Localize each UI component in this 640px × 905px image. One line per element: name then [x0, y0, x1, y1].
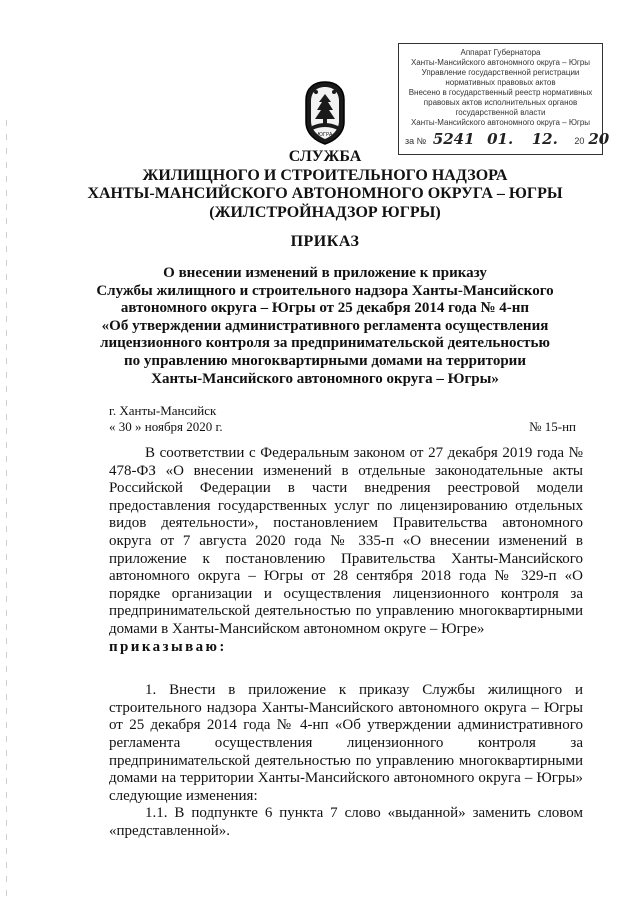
stamp-reg-number: 5241: [432, 130, 475, 148]
org-line: ХАНТЫ-МАНСИЙСКОГО АВТОНОМНОГО ОКРУГА – ЮГРЫ: [87, 185, 563, 202]
subject-line: Ханты-Мансийского автономного округа – Югры»: [151, 370, 499, 387]
subject-line: по управлению многоквартирными домами на территории: [124, 352, 526, 369]
stamp-line: правовых актов исполнительных органов: [423, 98, 578, 107]
stamp-line: Внесено в государственный реестр нормативных: [408, 88, 593, 97]
order-subject: [95, 265, 555, 388]
item-1-1-paragraph: 1.1. В подпункте 6 пункта 7 слово «выданной» заменить словом «представленной».: [109, 805, 583, 839]
subject-line: Службы жилищного и строительного надзора Ханты-Мансийского: [96, 282, 554, 299]
document-body: [109, 445, 583, 840]
stamp-reg-month: 12.: [531, 130, 558, 148]
stamp-line: Ханты-Мансийского автономного округа – Югры: [410, 118, 591, 127]
stamp-line: нормативных правовых актов: [445, 78, 556, 87]
stamp-line: Ханты-Мансийского автономного округа – Югры: [410, 58, 591, 67]
organization-name: [60, 148, 590, 222]
stamp-reg-day: 01.: [487, 130, 514, 148]
stamp-line: Аппарат Губернатора: [460, 48, 541, 57]
stamp-reg-year-prefix: 20: [574, 136, 585, 146]
stamp-line: государственной власти: [455, 108, 546, 117]
paragraph-gap: [109, 656, 583, 682]
order-date: « 30 » ноября 2020 г.: [109, 419, 223, 434]
subject-line: лицензионного контроля за предпринимательской деятельностью: [100, 335, 550, 352]
registration-stamp: [398, 43, 610, 155]
stamp-line: Управление государственной регистрации: [421, 68, 580, 77]
org-line: ЖИЛИЩНОГО И СТРОИТЕЛЬНОГО НАДЗОРА: [142, 166, 508, 184]
org-line: СЛУЖБА: [288, 148, 362, 165]
preamble-paragraph: В соответствии с Федеральным законом от 27 декабря 2019 года № 478-ФЗ «О внесении изменений в отдельные законодательные акты Российской Федерации в части внедрения реестровой модели предоставления государственных услуг по лицензированию отдельных видов деятельности», постановлением Правительства автономного округа от 7 августа 2020 года № 335-п «О внесении изменений в приложение к постановлению Правительства Ханты-Мансийского автономного округа – Югры от 28 сентября 2018 года № 329-п «О порядке организации и осуществления лицензионного контроля за предпринимательской деятельностью по управлению многоквартирными домами в Ханты-Мансийском автономном округе – Югре»: [109, 445, 583, 637]
document-type: ПРИКАЗ: [290, 233, 360, 250]
emblem-label: ЮГРА: [317, 132, 333, 138]
org-line: (ЖИЛСТРОЙНАДЗОР ЮГРЫ): [209, 203, 441, 221]
item-1-paragraph: 1. Внести в приложение к приказу Службы жилищного и строительного надзора Ханты-Мансийского автономного округа – Югры от 25 декабря 2014 года № 4-нп «Об утверждении административного регламента осуществления лицензионного контроля за предпринимательской деятельностью по управлению многоквартирными домами на территории Ханты-Мансийского автономного округа – Югры» следующие изменения:: [109, 682, 583, 804]
stamp-registration: [405, 130, 610, 148]
place-and-date: [109, 403, 223, 435]
scan-margin-line: [6, 120, 7, 900]
stamp-reg-prefix: за №: [405, 136, 427, 146]
subject-line: О внесении изменений в приложение к приказу: [163, 265, 487, 281]
subject-line: «Об утверждении административного регламента осуществления: [101, 317, 549, 334]
subject-line: автономного округа – Югры от 25 декабря 2014 года № 4-нп: [120, 300, 530, 317]
coat-of-arms-icon: [300, 78, 350, 146]
stamp-reg-year: 20: [588, 130, 610, 148]
order-number: № 15-нп: [529, 419, 576, 434]
city: г. Ханты-Мансийск: [109, 403, 217, 418]
order-word: приказываю:: [109, 638, 227, 655]
